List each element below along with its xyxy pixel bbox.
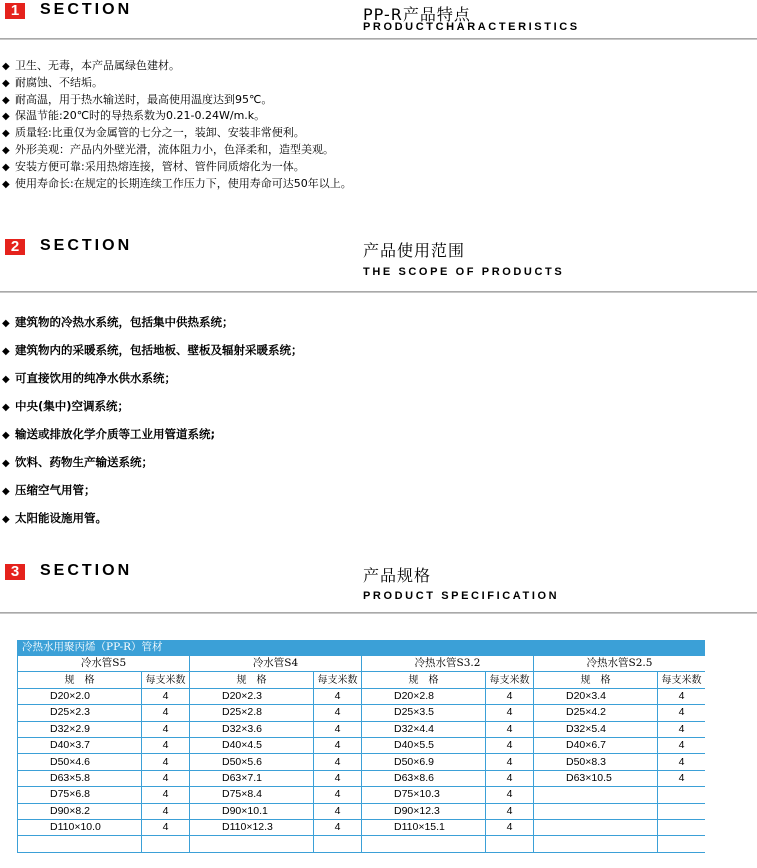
column-header-count: 每支米数: [486, 672, 534, 688]
diamond-bullet-icon: ◆: [2, 318, 10, 329]
spec-size-cell: D75×6.8: [18, 787, 142, 803]
list-item: [2, 75, 352, 92]
diamond-bullet-icon: ◆: [2, 514, 10, 525]
spec-count-cell: 4: [314, 705, 362, 721]
spec-count-cell: 4: [314, 754, 362, 770]
spec-size-cell: D25×2.3: [18, 705, 142, 721]
section-divider: [0, 38, 757, 40]
spec-count-cell: 4: [314, 688, 362, 704]
spec-count-cell: 4: [314, 737, 362, 753]
spec-size-cell: D40×4.5: [190, 737, 314, 753]
diamond-bullet-icon: ◆: [2, 486, 10, 497]
spec-size-cell: D40×3.7: [18, 737, 142, 753]
spec-size-cell: D110×10.0: [18, 819, 142, 835]
spec-count-cell: 4: [658, 721, 706, 737]
spec-size-cell: [534, 803, 658, 819]
diamond-bullet-icon: ◆: [2, 77, 10, 89]
spec-count-cell: 4: [142, 803, 190, 819]
spec-size-cell: [18, 836, 142, 852]
spec-count-cell: [314, 836, 362, 852]
spec-size-cell: [534, 787, 658, 803]
table-row: [18, 836, 706, 852]
spec-count-cell: 4: [486, 754, 534, 770]
spec-size-cell: D20×2.8: [362, 688, 486, 704]
section-title-en: THE SCOPE OF PRODUCTS: [363, 266, 565, 278]
list-item: [2, 309, 303, 337]
list-item: [2, 365, 303, 393]
spec-size-cell: D40×6.7: [534, 737, 658, 753]
table-row: [18, 721, 706, 737]
section-number-badge: 3: [5, 564, 25, 580]
spec-table-title: 冷热水用聚丙烯（PP-R）管材: [17, 640, 705, 655]
spec-size-cell: [534, 819, 658, 835]
column-header-size: 规 格: [362, 672, 486, 688]
list-item-text: 输送或排放化学介质等工业用管道系统;: [15, 427, 216, 441]
diamond-bullet-icon: ◆: [2, 161, 10, 173]
spec-size-cell: D25×3.5: [362, 705, 486, 721]
spec-size-cell: D50×4.6: [18, 754, 142, 770]
list-item-text: 保温节能:20℃时的导热系数为0.21-0.24W/m.k。: [15, 109, 266, 123]
spec-count-cell: 4: [142, 737, 190, 753]
table-row: [18, 770, 706, 786]
list-item-text: 使用寿命长:在规定的长期连续工作压力下，使用寿命可达50年以上。: [15, 176, 352, 190]
spec-count-cell: 4: [142, 787, 190, 803]
table-row: [18, 737, 706, 753]
spec-size-cell: D63×5.8: [18, 770, 142, 786]
section-divider: [0, 612, 757, 614]
spec-count-cell: 4: [314, 819, 362, 835]
spec-count-cell: 4: [486, 721, 534, 737]
diamond-bullet-icon: ◆: [2, 374, 10, 385]
scope-list: [2, 309, 303, 533]
spec-count-cell: 4: [142, 770, 190, 786]
list-item: [2, 125, 352, 142]
column-header-size: 规 格: [18, 672, 142, 688]
spec-size-cell: D90×10.1: [190, 803, 314, 819]
list-item: [2, 142, 352, 159]
characteristics-list: [2, 58, 352, 192]
section-label: SECTION: [40, 237, 133, 254]
column-header-size: 规 格: [190, 672, 314, 688]
spec-size-cell: [190, 836, 314, 852]
diamond-bullet-icon: ◆: [2, 61, 10, 72]
spec-size-cell: D25×2.8: [190, 705, 314, 721]
spec-count-cell: 4: [486, 819, 534, 835]
diamond-bullet-icon: ◆: [2, 430, 10, 441]
section-title-en: PRODUCTCHARACTERISTICS: [363, 21, 580, 33]
spec-count-cell: 4: [658, 705, 706, 721]
list-item-text: 卫生、无毒，本产品属绿色建材。: [15, 59, 180, 72]
column-header-count: 每支米数: [142, 672, 190, 688]
section-2-header: [0, 236, 757, 296]
spec-size-cell: D50×8.3: [534, 754, 658, 770]
spec-size-cell: D110×12.3: [190, 819, 314, 835]
diamond-bullet-icon: ◆: [2, 128, 10, 140]
spec-size-cell: D32×5.4: [534, 721, 658, 737]
list-item-text: 可直接饮用的纯净水供水系统；: [15, 371, 176, 385]
list-item: [2, 421, 303, 449]
spec-size-cell: D50×5.6: [190, 754, 314, 770]
list-item-text: 建筑物的冷热水系统，包括集中供热系统；: [15, 315, 234, 329]
spec-count-cell: [142, 836, 190, 852]
spec-count-cell: 4: [486, 737, 534, 753]
column-header-size: 规 格: [534, 672, 658, 688]
spec-size-cell: D40×5.5: [362, 737, 486, 753]
column-header-row: [18, 672, 706, 688]
spec-count-cell: 4: [142, 688, 190, 704]
group-header: 冷水管S5: [18, 656, 190, 672]
spec-count-cell: 4: [314, 803, 362, 819]
list-item: [2, 337, 303, 365]
spec-count-cell: 4: [314, 721, 362, 737]
spec-size-cell: D25×4.2: [534, 705, 658, 721]
list-item-text: 太阳能设施用管。: [15, 511, 107, 525]
spec-size-cell: D75×10.3: [362, 787, 486, 803]
spec-count-cell: 4: [142, 721, 190, 737]
table-row: [18, 819, 706, 835]
spec-count-cell: 4: [486, 787, 534, 803]
spec-count-cell: 4: [486, 770, 534, 786]
spec-count-cell: [658, 836, 706, 852]
spec-count-cell: 4: [486, 705, 534, 721]
spec-size-cell: D63×8.6: [362, 770, 486, 786]
spec-size-cell: D32×2.9: [18, 721, 142, 737]
table-row: [18, 754, 706, 770]
diamond-bullet-icon: ◆: [2, 402, 10, 413]
list-item-text: 安装方便可靠:采用热熔连接，管材、管件同质熔化为一体。: [15, 159, 305, 173]
spec-count-cell: 4: [658, 688, 706, 704]
spec-size-cell: D90×12.3: [362, 803, 486, 819]
list-item-text: 中央(集中)空调系统；: [15, 399, 130, 413]
section-3-header: [0, 561, 757, 617]
diamond-bullet-icon: ◆: [2, 94, 10, 106]
spec-count-cell: 4: [658, 737, 706, 753]
group-header: 冷热水管S2.5: [534, 656, 706, 672]
spec-size-cell: D32×4.4: [362, 721, 486, 737]
diamond-bullet-icon: ◆: [2, 111, 10, 123]
section-title-cn: 产品使用范围: [363, 241, 466, 260]
spec-size-cell: D20×2.3: [190, 688, 314, 704]
spec-count-cell: [658, 803, 706, 819]
spec-size-cell: D50×6.9: [362, 754, 486, 770]
list-item-text: 耐腐蚀、不结垢。: [15, 75, 103, 89]
spec-size-cell: [362, 836, 486, 852]
table-row: [18, 787, 706, 803]
section-divider: [0, 291, 757, 293]
diamond-bullet-icon: ◆: [2, 144, 10, 156]
list-item: [2, 159, 352, 176]
spec-size-cell: D90×8.2: [18, 803, 142, 819]
spec-count-cell: [658, 819, 706, 835]
spec-table: [17, 655, 705, 853]
spec-count-cell: 4: [314, 770, 362, 786]
group-header: 冷水管S4: [190, 656, 362, 672]
spec-table-panel: [17, 640, 705, 868]
spec-count-cell: 4: [486, 688, 534, 704]
spec-count-cell: [658, 787, 706, 803]
list-item: [2, 449, 303, 477]
list-item: [2, 176, 352, 193]
spec-count-cell: [486, 836, 534, 852]
spec-count-cell: 4: [314, 787, 362, 803]
spec-size-cell: D75×8.4: [190, 787, 314, 803]
column-header-count: 每支米数: [314, 672, 362, 688]
section-number-badge: 2: [5, 239, 25, 255]
section-label: SECTION: [40, 1, 133, 18]
spec-size-cell: D63×7.1: [190, 770, 314, 786]
table-row: [18, 705, 706, 721]
spec-count-cell: 4: [486, 803, 534, 819]
spec-size-cell: D63×10.5: [534, 770, 658, 786]
spec-count-cell: 4: [142, 705, 190, 721]
list-item: [2, 505, 303, 533]
section-title-cn: PP-R产品特点: [363, 5, 471, 24]
diamond-bullet-icon: ◆: [2, 346, 10, 357]
spec-count-cell: 4: [658, 770, 706, 786]
column-header-count: 每支米数: [658, 672, 706, 688]
list-item: [2, 92, 352, 109]
list-item-text: 外形美观：产品内外壁光滑，流体阻力小，色泽柔和，造型美观。: [15, 142, 334, 156]
list-item-text: 耐高温，用于热水输送时，最高使用温度达到95℃。: [15, 92, 273, 106]
spec-size-cell: D110×15.1: [362, 819, 486, 835]
spec-size-cell: D20×2.0: [18, 688, 142, 704]
section-title-cn: 产品规格: [363, 566, 432, 585]
list-item-text: 质量轻:比重仅为金属管的七分之一，装卸、安装非常便利。: [15, 126, 305, 140]
section-number-badge: 1: [5, 3, 25, 19]
list-item: [2, 58, 352, 75]
list-item-text: 饮料、药物生产输送系统；: [15, 455, 153, 469]
section-1-header: [0, 0, 757, 42]
list-item-text: 压缩空气用管；: [15, 483, 96, 497]
table-row: [18, 688, 706, 704]
table-row: [18, 803, 706, 819]
list-item: [2, 393, 303, 421]
spec-size-cell: D20×3.4: [534, 688, 658, 704]
list-item: [2, 108, 352, 125]
list-item: [2, 477, 303, 505]
diamond-bullet-icon: ◆: [2, 178, 10, 190]
spec-size-cell: D32×3.6: [190, 721, 314, 737]
spec-count-cell: 4: [658, 754, 706, 770]
section-title-en: PRODUCT SPECIFICATION: [363, 590, 560, 602]
list-item-text: 建筑物内的采暖系统，包括地板、壁板及辐射采暖系统；: [15, 343, 303, 357]
group-header: 冷热水管S3.2: [362, 656, 534, 672]
spec-count-cell: 4: [142, 819, 190, 835]
diamond-bullet-icon: ◆: [2, 458, 10, 469]
section-label: SECTION: [40, 562, 133, 579]
spec-count-cell: 4: [142, 754, 190, 770]
group-header-row: [18, 656, 706, 672]
spec-size-cell: [534, 836, 658, 852]
